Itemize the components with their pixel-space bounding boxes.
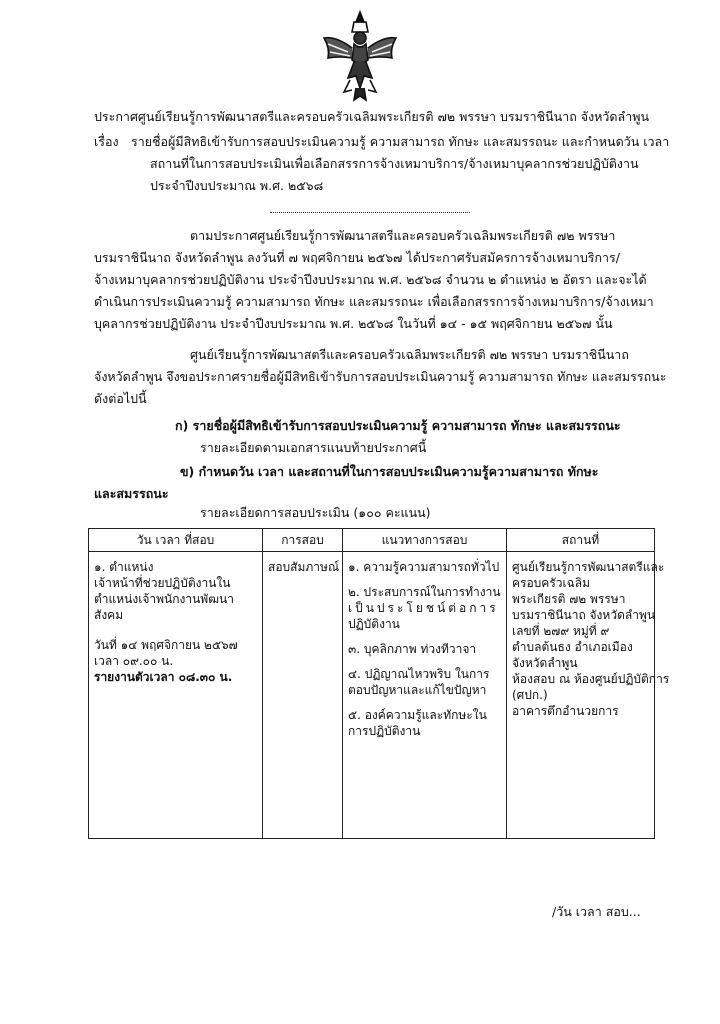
location-line: เลขที่ ๒๗๙ หมู่ที่ ๙ bbox=[512, 624, 610, 638]
location-line: อาคารตึกอำนวยการ bbox=[512, 704, 619, 718]
separator-divider bbox=[270, 212, 470, 213]
cell-guidelines bbox=[343, 552, 507, 839]
paragraph-line: จังหวัดลำพูน จึงขอประกาศรายชื่อผู้มีสิทธิเข้ารับการสอบประเมินความรู้ ความสามารถ ทักษะ และสมรรถนะ bbox=[94, 369, 667, 384]
announcement-title: ประกาศศูนย์เรียนรู้การพัฒนาสตรีและครอบครัวเฉลิมพระเกียรติ ๗๒ พรรษา บรมราชินีนาถ จังหวัดลำพูน bbox=[94, 109, 650, 124]
item-b-title-cont: และสมรรถนะ bbox=[94, 486, 169, 501]
garuda-emblem-icon bbox=[318, 8, 402, 104]
paragraph-line: ศูนย์เรียนรู้การพัฒนาสตรีและครอบครัวเฉลิมพระเกียรติ ๗๒ พรรษา บรมราชินีนาถ bbox=[190, 347, 629, 362]
guideline-item: ๕. องค์ความรู้และทักษะใน การปฏิบัติงาน bbox=[348, 708, 487, 738]
location-line: บรมราชินีนาถ จังหวัดลำพูน bbox=[512, 608, 656, 622]
header-datetime: วัน เวลา ที่สอบ bbox=[89, 529, 263, 552]
position-line: ๑. ตำแหน่ง bbox=[94, 560, 154, 574]
exam-type: สอบสัมภาษณ์ bbox=[268, 560, 340, 574]
guideline-item: ๓. บุคลิกภาพ ท่วงทีวาจา bbox=[348, 642, 477, 656]
paragraph-line: ตามประกาศศูนย์เรียนรู้การพัฒนาสตรีและครอบครัวเฉลิมพระเกียรติ ๗๒ พรรษา bbox=[190, 228, 616, 243]
location-line: ห้องสอบ ณ ห้องศูนย์ปฏิบัติการ bbox=[512, 672, 670, 686]
item-a-title: ก) รายชื่อผู้มีสิทธิเข้ารับการสอบประเมินความรู้ ความสามารถ ทักษะ และสมรรถนะ bbox=[175, 418, 621, 433]
exam-date: วันที่ ๑๔ พฤศจิกายน ๒๕๖๗ bbox=[94, 638, 238, 652]
position-line: สังคม bbox=[94, 608, 124, 622]
position-line: เจ้าหน้าที่ช่วยปฏิบัติงานใน bbox=[94, 576, 231, 590]
subject-label: เรื่อง bbox=[94, 134, 119, 149]
cell-datetime bbox=[89, 552, 263, 839]
cell-location bbox=[507, 552, 670, 839]
location-line: (ศปก.) bbox=[512, 688, 548, 702]
guideline-item: ๔. ปฏิญาณไหวพริบ ในการ ตอบปัญหาและแก้ไขปัญหา bbox=[348, 667, 490, 697]
paragraph-line: บรมราชินีนาถ จังหวัดลำพูน ลงวันที่ ๗ พฤศจิกายน ๒๕๖๗ ได้ประกาศรับสมัครการจ้างเหมาบริการ/ bbox=[94, 250, 620, 265]
paragraph-line: ดังต่อไปนี้ bbox=[94, 391, 147, 406]
continued-footer: /วัน เวลา สอบ... bbox=[552, 904, 641, 919]
paragraph-line: จ้างเหมาบุคลากรช่วยปฏิบัติงาน ประจำปีงบประมาณ พ.ศ. ๒๕๖๘ จำนวน ๒ ตำแหน่ง ๒ อัตรา และจะได้ bbox=[94, 272, 647, 287]
header-guidelines: แนวทางการสอบ bbox=[343, 529, 507, 552]
report-time: รายงานตัวเวลา ๐๘.๓๐ น. bbox=[94, 670, 233, 684]
location-line: ศูนย์เรียนรู้การพัฒนาสตรีและ bbox=[512, 560, 665, 574]
paragraph-line: บุคลากรช่วยปฏิบัติงาน ประจำปีงบประมาณ พ.ศ. ๒๕๖๘ ในวันที่ ๑๔ - ๑๕ พฤศจิกายน ๒๕๖๗ นั้น bbox=[94, 316, 613, 331]
item-b-title: ข) กำหนดวัน เวลา และสถานที่ในการสอบประเมินความรู้ความสามารถ ทักษะ bbox=[180, 464, 599, 479]
table-row bbox=[89, 552, 655, 839]
subject-line: ประจำปีงบประมาณ พ.ศ. ๒๕๖๘ bbox=[150, 178, 324, 193]
guideline-item: ๑. ความรู้ความสามารถทั่วไป bbox=[348, 560, 500, 574]
header-exam-type: การสอบ bbox=[263, 529, 343, 552]
exam-time: เวลา ๐๙.๐๐ น. bbox=[94, 654, 174, 668]
table-header-row bbox=[89, 529, 655, 552]
subject-line: รายชื่อผู้มีสิทธิเข้ารับการสอบประเมินความรู้ ความสามารถ ทักษะ และสมรรถนะ และกำหนดวัน เวลา bbox=[131, 134, 670, 149]
location-line: ครอบครัวเฉลิม bbox=[512, 576, 591, 590]
location-line: ตำบลต้นธง อำเภอเมือง bbox=[512, 640, 633, 654]
subject-line: สถานที่ในการสอบประเมินเพื่อเลือกสรรการจ้างเหมาบริการ/จ้างเหมาบุคลากรช่วยปฏิบัติงาน bbox=[150, 156, 639, 171]
paragraph-line: ดำเนินการประเมินความรู้ ความสามารถ ทักษะ และสมรรถนะ เพื่อเลือกสรรการจ้างเหมาบริการ/จ้างเหมา bbox=[94, 294, 654, 309]
location-line: จังหวัดลำพูน bbox=[512, 656, 578, 670]
location-line: พระเกียรติ ๗๒ พรรษา bbox=[512, 592, 626, 606]
item-a-detail: รายละเอียดตามเอกสารแนบท้ายประกาศนี้ bbox=[200, 440, 427, 455]
cell-exam-type bbox=[263, 552, 343, 839]
header-location: สถานที่ bbox=[507, 529, 655, 552]
item-b-detail: รายละเอียดการสอบประเมิน (๑๐๐ คะแนน) bbox=[200, 505, 431, 520]
schedule-table bbox=[88, 528, 670, 839]
position-line: ตำแหน่งเจ้าพนักงานพัฒนา bbox=[94, 592, 234, 606]
guideline-item: ๒. ประสบการณ์ในการทำงาน เป็นประโยชน์ต่อการ ปฏิบัติงาน bbox=[348, 585, 501, 631]
